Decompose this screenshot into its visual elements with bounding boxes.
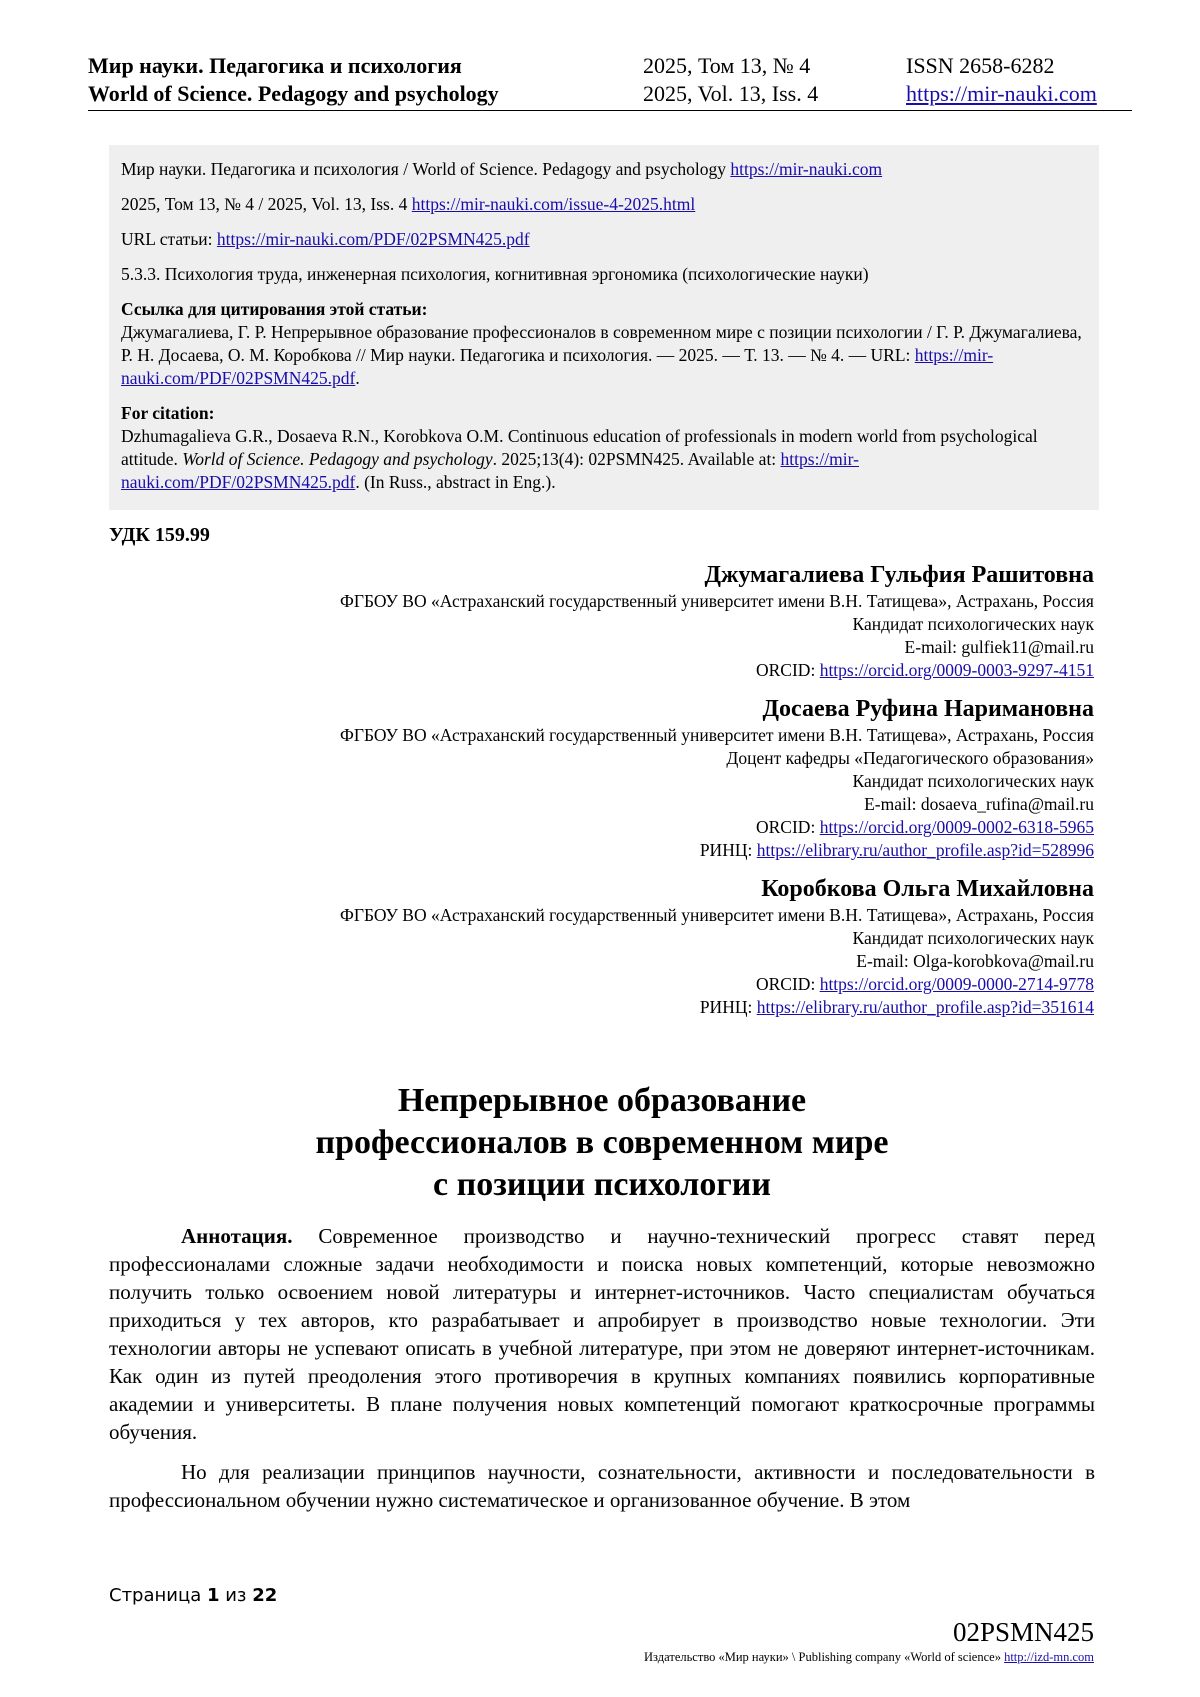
article-url-label: URL статьи: (121, 229, 217, 249)
author-position: Доцент кафедры «Педагогического образования» (726, 748, 1094, 768)
journal-link[interactable]: https://mir-nauki.com (730, 159, 883, 179)
author-email: E-mail: Olga-korobkova@mail.ru (856, 951, 1094, 971)
rinc-link[interactable]: https://elibrary.ru/author_profile.asp?id=528996 (756, 840, 1094, 860)
authors-block (94, 560, 1094, 1019)
issn-block (906, 52, 1097, 108)
journal-site-link[interactable]: https://mir-nauki.com (906, 81, 1097, 106)
publisher-line (644, 1650, 1094, 1665)
orcid-link[interactable]: https://orcid.org/0009-0000-2714-9778 (819, 974, 1094, 994)
publisher-text: Издательство «Мир науки» \ Publishing company «World of science» (644, 1650, 1005, 1664)
title-line: с позиции психологии (433, 1166, 771, 1203)
author-name: Досаева Руфина Наримановна (762, 696, 1094, 722)
author-name: Джумагалиева Гульфия Рашитовна (704, 562, 1094, 588)
orcid-link[interactable]: https://orcid.org/0009-0002-6318-5965 (819, 817, 1094, 837)
rinc-label: РИНЦ: (699, 997, 757, 1017)
title-line: профессионалов в современном мире (315, 1124, 889, 1161)
orcid-label: ORCID: (756, 974, 820, 994)
author-affiliation: ФГБОУ ВО «Астраханский государственный университет имени В.Н. Татищева», Астрахань, Россия (340, 725, 1094, 745)
document-id: 02PSMN425 (952, 1617, 1094, 1647)
issue-block (643, 52, 818, 108)
page-number: 1 (206, 1585, 220, 1606)
author-email: E-mail: dosaeva_rufina@mail.ru (864, 794, 1094, 814)
journal-title-en: World of Science. Pedagogy and psychology (88, 81, 499, 106)
of-word: из (219, 1585, 253, 1606)
issue-line: 2025, Том 13, № 4 / 2025, Vol. 13, Iss. 4 (121, 194, 412, 214)
author-affiliation: ФГБОУ ВО «Астраханский государственный университет имени В.Н. Татищева», Астрахань, Россия (340, 591, 1094, 611)
en-citation-journal: World of Science. Pedagogy and psychology (182, 449, 493, 469)
abstract-paragraph (109, 1222, 1095, 1446)
author-degree: Кандидат психологических наук (852, 614, 1094, 634)
en-citation-text: Dzhumagalieva G.R., Dosaeva R.N., Korobkova O.M. Continuous education of professionals in modern world from psychological attitude. (121, 426, 1038, 469)
issue-en: 2025, Vol. 13, Iss. 4 (643, 81, 819, 106)
author-name: Коробкова Ольга Михайловна (761, 876, 1094, 902)
en-citation-heading: For citation: (121, 403, 215, 423)
citation-box (109, 145, 1099, 510)
abstract-paragraph-2: Но для реализации принципов научности, сознательности, активности и последовательности в профессиональном обучении нужно систематическое и организованное обучение. В этом (109, 1460, 1095, 1512)
en-citation-text-2: . 2025;13(4): 02PSMN425. Available at: (492, 449, 781, 469)
journal-title-block (88, 52, 499, 108)
specialty-line: 5.3.3. Психология труда, инженерная психология, когнитивная эргономика (психологические науки) (121, 264, 869, 284)
issn: ISSN 2658-6282 (906, 53, 1055, 78)
ru-citation-end: . (355, 368, 360, 388)
rinc-link[interactable]: https://elibrary.ru/author_profile.asp?id=351614 (756, 997, 1094, 1017)
author-degree: Кандидат психологических наук (852, 928, 1094, 948)
publisher-link[interactable]: http://izd-mn.com (1004, 1650, 1094, 1664)
issue-ru: 2025, Том 13, № 4 (643, 53, 811, 78)
ru-citation-heading: Ссылка для цитирования этой статьи: (121, 299, 428, 319)
running-header (88, 52, 1132, 111)
ru-citation-link[interactable]: https://mir-nauki.com/PDF/02PSMN425.pdf (121, 345, 994, 388)
journal-line: Мир науки. Педагогика и психология / World of Science. Pedagogy and psychology (121, 159, 731, 179)
orcid-link[interactable]: https://orcid.org/0009-0003-9297-4151 (819, 660, 1094, 680)
page-total: 22 (252, 1585, 278, 1606)
en-citation-end: . (In Russ., abstract in Eng.). (355, 472, 556, 492)
article-title (109, 1080, 1095, 1206)
journal-title-ru: Мир науки. Педагогика и психология (88, 53, 462, 78)
udk-code: УДК 159.99 (109, 524, 210, 546)
ru-citation-text: Джумагалиева, Г. Р. Непрерывное образование профессионалов в современном мире с позиции психологии / Г. Р. Джумагалиева, Р. Н. Досаева, О. М. Коробкова // Мир науки. Педагогика и психология. — 2025. — Т. 13. — № 4. — URL: (121, 322, 1082, 365)
abstract-label: Аннотация. (181, 1224, 293, 1248)
author-degree: Кандидат психологических наук (852, 771, 1094, 791)
en-citation-link[interactable]: https://mir-nauki.com/PDF/02PSMN425.pdf (121, 449, 859, 492)
author-affiliation: ФГБОУ ВО «Астраханский государственный университет имени В.Н. Татищева», Астрахань, Россия (340, 905, 1094, 925)
orcid-label: ORCID: (756, 660, 820, 680)
page-word: Страница (109, 1585, 207, 1606)
page-counter (109, 1585, 277, 1606)
author-email: E-mail: gulfiek11@mail.ru (904, 637, 1094, 657)
abstract-text: Современное производство и научно-технический прогресс ставят перед профессионалами сложные задачи необходимости и поиска новых компетенций, которые невозможно получить только освоением новой литературы и интернет-источников. Часто специалистам обучаться приходиться у тех авторов, кто разрабатывает и апробирует в производство новые технологии. Эти технологии авторы не успевают описать в учебной литературе, при этом не доверяют интернет-источникам. Как один из путей преодоления этого противоречия в крупных компаниях появились корпоративные академии и университеты. В плане получения новых компетенций помогают краткосрочные программы обучения. (109, 1224, 1095, 1444)
abstract (109, 1222, 1095, 1526)
title-line: Непрерывное образование (397, 1082, 807, 1119)
article-url-link[interactable]: https://mir-nauki.com/PDF/02PSMN425.pdf (216, 229, 530, 249)
orcid-label: ORCID: (756, 817, 820, 837)
issue-link[interactable]: https://mir-nauki.com/issue-4-2025.html (411, 194, 696, 214)
rinc-label: РИНЦ: (699, 840, 757, 860)
